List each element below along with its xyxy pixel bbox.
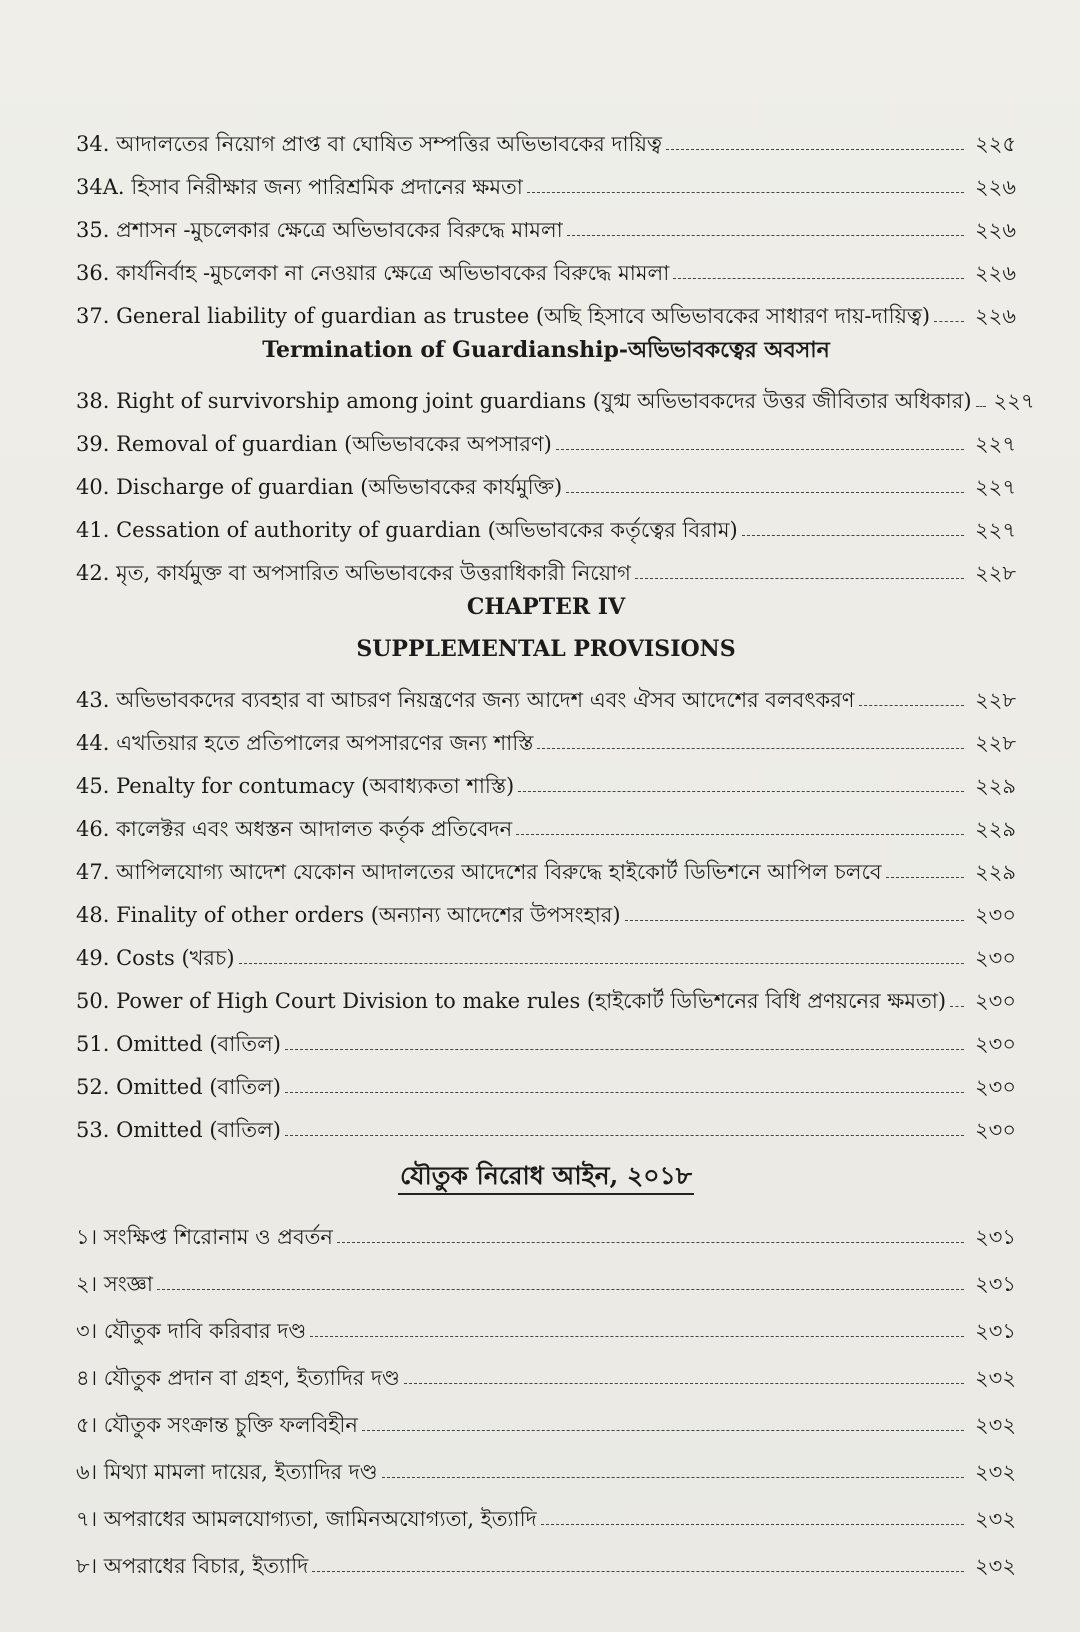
dotted-leader [516, 834, 964, 835]
chapter-number: CHAPTER IV [466, 594, 626, 620]
toc-entry [76, 842, 1016, 885]
toc-entry [76, 670, 1016, 713]
toc-entry [76, 1057, 1016, 1100]
toc-entry-title: ৩। যৌতুক দাবি করিবার দণ্ড [76, 1319, 307, 1343]
dotted-leader [285, 1092, 964, 1093]
toc-entry-title: 34A. হিসাব নিরীক্ষার জন্য পারিশ্রমিক প্রদানের ক্ষমতা [76, 175, 523, 199]
toc-entry-title: ১। সংক্ষিপ্ত শিরোনাম ও প্রবর্তন [76, 1225, 333, 1249]
dotted-leader [976, 406, 986, 407]
dotted-leader [625, 920, 964, 921]
toc-entry-page: ২৩০ [975, 1118, 1016, 1142]
toc-entry-title: 41. Cessation of authority of guardian (অভিভাবকের কর্তৃত্বের বিরাম) [76, 518, 738, 542]
toc-entry [76, 1532, 1016, 1579]
dotted-leader [527, 192, 964, 193]
dotted-leader [337, 1242, 964, 1243]
toc-entry-page: ২২৬ [975, 304, 1016, 328]
toc-entry-page: ২৩০ [975, 946, 1016, 970]
toc-entry-title: ৮। অপরাধের বিচার, ইত্যাদি [76, 1554, 309, 1578]
toc-entry [76, 713, 1016, 756]
toc-entry-title: 49. Costs (খরচ) [76, 946, 235, 970]
dotted-leader [742, 535, 964, 536]
toc-entry [76, 114, 1016, 157]
dotted-leader [362, 1430, 964, 1431]
toc-entry-title: ৭। অপরাধের আমলযোগ্যতা, জামিনঅযোগ্যতা, ইত্যাদি [76, 1507, 537, 1531]
toc-entry [76, 371, 1035, 414]
toc-entry-page: ২২৮ [975, 561, 1016, 585]
toc-entry-page: ২২৯ [975, 860, 1016, 884]
toc-entry-title: ৬। মিথ্যা মামলা দায়ের, ইত্যাদির দণ্ড [76, 1460, 378, 1484]
toc-entry-title: 50. Power of High Court Division to make rules (হাইকোর্ট ডিভিশনের বিধি প্রণয়নের ক্ষমতা) [76, 989, 947, 1013]
toc-entry-page: ২২৮ [975, 731, 1016, 755]
toc-entry [76, 157, 1016, 200]
dotted-leader [518, 791, 964, 792]
toc-entry [76, 1485, 1016, 1532]
toc-entry [76, 1250, 1016, 1297]
toc-entry-page: ২৩১ [975, 1272, 1016, 1296]
act-heading-dowry [76, 1143, 1016, 1203]
toc-entry [76, 1100, 1016, 1143]
dotted-leader [950, 1006, 964, 1007]
toc-entry [76, 1438, 1016, 1485]
toc-entry-page: ২২৬ [975, 175, 1016, 199]
toc-entry-page: ২৩২ [975, 1413, 1016, 1437]
toc-section-termination [76, 371, 1035, 586]
toc-entry-title: 37. General liability of guardian as trustee (অছি হিসাবে অভিভাবকের সাধারণ দায়-দায়িত্ব) [76, 304, 931, 328]
dotted-leader [934, 321, 964, 322]
dotted-leader [285, 1049, 964, 1050]
toc-entry-page: ২২৯ [975, 774, 1016, 798]
toc-entry-title: 42. মৃত, কার্যমুক্ত বা অপসারিত অভিভাবকের উত্তরাধিকারী নিয়োগ [76, 561, 631, 585]
toc-entry [76, 971, 1016, 1014]
act-heading-text: যৌতুক নিরোধ আইন, ২০১৮ [398, 1159, 694, 1195]
toc-entry-page: ২৩০ [975, 1075, 1016, 1099]
toc-entry-page: ২২৮ [975, 688, 1016, 712]
toc-entry [76, 1297, 1016, 1344]
toc-entry-page: ২৩২ [975, 1366, 1016, 1390]
toc-entry [76, 457, 1016, 500]
toc-entry-title: 44. এখতিয়ার হতে প্রতিপালের অপসারণের জন্য শাস্তি [76, 731, 534, 755]
dotted-leader [859, 705, 965, 706]
dotted-leader [567, 235, 964, 236]
toc-entry [76, 243, 1016, 286]
toc-entry [76, 543, 1016, 586]
dotted-leader [285, 1135, 964, 1136]
toc-entry-page: ২৩০ [975, 1032, 1016, 1056]
chapter-title: SUPPLEMENTAL PROVISIONS [356, 636, 736, 662]
toc-entry-page: ২৩১ [975, 1225, 1016, 1249]
toc-entry [76, 200, 1016, 243]
toc-entry-title: 51. Omitted (বাতিল) [76, 1032, 281, 1056]
toc-entry-title: 40. Discharge of guardian (অভিভাবকের কার্যমুক্তি) [76, 475, 563, 499]
toc-entry-page: ২২৯ [975, 817, 1016, 841]
toc-entry [76, 756, 1016, 799]
toc-entry-page: ২২৭ [975, 475, 1016, 499]
section-heading-termination: Termination of Guardianship-অভিভাবকত্বের অবসান [262, 337, 830, 363]
dotted-leader [157, 1289, 964, 1290]
toc-entry-page: ২২৬ [975, 261, 1016, 285]
dotted-leader [556, 449, 964, 450]
toc-entry-page: ২৩০ [975, 989, 1016, 1013]
toc-entry [76, 1391, 1016, 1438]
toc-content [76, 114, 1035, 1579]
dotted-leader [673, 278, 964, 279]
dotted-leader [566, 492, 964, 493]
toc-entry [76, 928, 1016, 971]
toc-entry-page: ২২৬ [975, 218, 1016, 242]
toc-entry [76, 500, 1016, 543]
toc-entry [76, 414, 1016, 457]
dotted-leader [541, 1524, 964, 1525]
toc-entry-title: 35. প্রশাসন -মুচলেকার ক্ষেত্রে অভিভাবকের বিরুদ্ধে মামলা [76, 218, 563, 242]
toc-entry-page: ২৩২ [975, 1554, 1016, 1578]
dotted-leader [537, 748, 964, 749]
toc-entry-page: ২৩০ [975, 903, 1016, 927]
toc-entry [76, 1344, 1016, 1391]
toc-entry [76, 286, 1016, 329]
toc-entry-title: ২। সংজ্ঞা [76, 1272, 153, 1296]
dotted-leader [635, 578, 964, 579]
toc-entry-page: ২২৭ [993, 389, 1035, 413]
toc-entry-title: 46. কালেক্টর এবং অধস্তন আদালত কর্তৃক প্রতিবেদন [76, 817, 513, 841]
toc-entry-title: 48. Finality of other orders (অন্যান্য আদেশের উপসংহার) [76, 903, 621, 927]
toc-entry [76, 799, 1016, 842]
dotted-leader [404, 1383, 964, 1384]
dotted-leader [886, 877, 964, 878]
toc-entry [76, 1203, 1016, 1250]
toc-section-supplemental [76, 670, 1016, 1143]
toc-entry-page: ২২৭ [975, 432, 1016, 456]
toc-entry-title: 38. Right of survivorship among joint guardians (যুগ্ম অভিভাবকদের উত্তর জীবিতার অধিকার) [76, 389, 972, 413]
toc-entry-page: ২৩২ [975, 1507, 1016, 1531]
dotted-leader [310, 1336, 964, 1337]
dotted-leader [666, 149, 964, 150]
dotted-leader [312, 1571, 964, 1572]
toc-entry-title: ৪। যৌতুক প্রদান বা গ্রহণ, ইত্যাদির দণ্ড [76, 1366, 400, 1390]
toc-entry-title: 53. Omitted (বাতিল) [76, 1118, 281, 1142]
toc-section-guardian-liability [76, 114, 1016, 329]
toc-entry-title: 39. Removal of guardian (অভিভাবকের অপসারণ) [76, 432, 552, 456]
toc-entry [76, 1014, 1016, 1057]
dotted-leader [382, 1477, 964, 1478]
toc-entry-title: 36. কার্যনির্বাহ -মুচলেকা না নেওয়ার ক্ষেত্রে অভিভাবকের বিরুদ্ধে মামলা [76, 261, 670, 285]
toc-entry-page: ২৩১ [975, 1319, 1016, 1343]
toc-entry-page: ২২৫ [975, 132, 1016, 156]
toc-entry [76, 885, 1016, 928]
dotted-leader [239, 963, 964, 964]
toc-entry-title: 34. আদালতের নিয়োগ প্রাপ্ত বা ঘোষিত সম্পত্তির অভিভাবকের দায়িত্ব [76, 132, 662, 156]
toc-section-dowry-act [76, 1203, 1016, 1579]
toc-entry-title: 45. Penalty for contumacy (অবাধ্যকতা শাস্তি) [76, 774, 515, 798]
toc-entry-title: 52. Omitted (বাতিল) [76, 1075, 281, 1099]
toc-entry-title: 43. অভিভাবকদের ব্যবহার বা আচরণ নিয়ন্ত্রণের জন্য আদেশ এবং ঐসব আদেশের বলবৎকরণ [76, 688, 855, 712]
toc-entry-title: 47. আপিলযোগ্য আদেশ যেকোন আদালতের আদেশের বিরুদ্ধে হাইকোর্ট ডিভিশনে আপিল চলবে [76, 860, 882, 884]
toc-entry-page: ২২৭ [975, 518, 1016, 542]
toc-entry-page: ২৩২ [975, 1460, 1016, 1484]
toc-entry-title: ৫। যৌতুক সংক্রান্ত চুক্তি ফলবিহীন [76, 1413, 358, 1437]
